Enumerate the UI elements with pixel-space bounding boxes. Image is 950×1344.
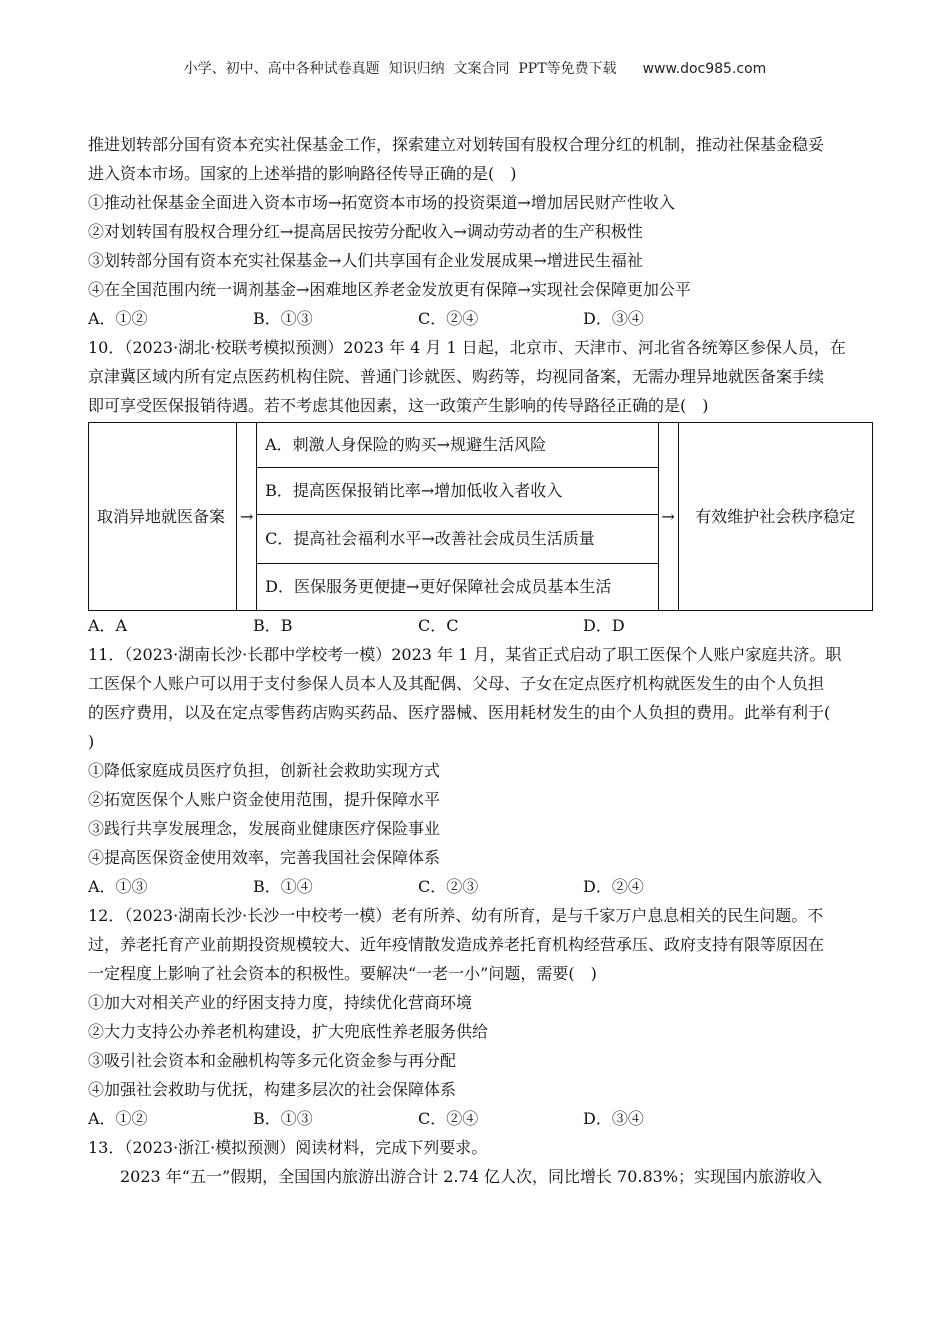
q13-material: 2023 年“五一”假期，全国国内旅游出游合计 2.74 亿人次，同比增长 70.83%；实现国内旅游收入 xyxy=(120,1167,823,1186)
header-url[interactable]: www.doc985.com xyxy=(642,61,767,77)
q12-options xyxy=(88,1104,873,1133)
q11-option-c[interactable]: C．②③ xyxy=(418,877,479,896)
q9-option-c[interactable]: C．②④ xyxy=(418,309,479,328)
q10-choice-a: A．刺激人身保险的购买→规避生活风险 xyxy=(257,423,658,468)
q9-stem-line: 推进划转部分国有资本充实社保基金工作，探索建立对划转国有股权合理分红的机制，推动社保基金稳妥 xyxy=(88,135,825,154)
q10-choice-b: B．提高医保报销比率→增加低收入者收入 xyxy=(257,468,658,515)
arrow-right-icon: → xyxy=(658,423,678,611)
q11-option-b[interactable]: B．①④ xyxy=(253,877,313,896)
header-text: 小学、初中、高中各种试卷真题 知识归纳 文案合同 PPT等免费下载 xyxy=(183,61,617,77)
q11-item: ②拓宽医保个人账户资金使用范围，提升保障水平 xyxy=(88,790,441,809)
q11-options xyxy=(88,872,873,901)
q11-stem-line: ) xyxy=(88,732,95,751)
q9-option-a[interactable]: A．①② xyxy=(88,309,148,328)
q12-stem-line: 一定程度上影响了社会资本的积极性。要解决“一老一小”问题，需要( ) xyxy=(88,964,597,983)
q11-stem-line: 工医保个人账户可以用于支付参保人员本人及其配偶、父母、子女在定点医疗机构就医发生的由个人负担 xyxy=(88,674,825,693)
q11-item: ③践行共享发展理念，发展商业健康医疗保险事业 xyxy=(88,819,441,838)
arrow-right-icon: → xyxy=(237,423,257,611)
question-13 xyxy=(88,1133,873,1191)
q10-option-c[interactable]: C．C xyxy=(418,616,459,635)
q9-stem-line: 进入资本市场。国家的上述举措的影响路径传导正确的是( ) xyxy=(88,164,517,183)
q10-result-cell: 有效维护社会秩序稳定 xyxy=(678,423,872,611)
q12-item: ④加强社会救助与优抚，构建多层次的社会保障体系 xyxy=(88,1080,457,1099)
q10-stem-line: 10．（2023·湖北·校联考模拟预测）2023 年 4 月 1 日起，北京市、天津市、河北省各统筹区参保人员，在 xyxy=(88,338,846,357)
q13-stem: 13．（2023·浙江·模拟预测）阅读材料，完成下列要求。 xyxy=(88,1138,488,1157)
q10-choice-c: C．提高社会福利水平→改善社会成员生活质量 xyxy=(257,515,658,564)
exam-content xyxy=(88,130,873,1191)
q10-flow-table xyxy=(88,422,873,611)
q10-stem-line: 京津冀区域内所有定点医药机构住院、普通门诊就医、购药等，均视同备案，无需办理异地就医备案手续 xyxy=(88,367,825,386)
q11-option-d[interactable]: D．②④ xyxy=(583,877,644,896)
q12-option-d[interactable]: D．③④ xyxy=(583,1109,644,1128)
q12-option-b[interactable]: B．①③ xyxy=(253,1109,313,1128)
page-header xyxy=(0,58,950,78)
q9-item: ③划转部分国有资本充实社保基金→人们共享国有企业发展成果→增进民生福祉 xyxy=(88,251,643,270)
q11-option-a[interactable]: A．①③ xyxy=(88,877,148,896)
question-9 xyxy=(88,130,873,333)
q12-item: ②大力支持公办养老机构建设，扩大兜底性养老服务供给 xyxy=(88,1022,489,1041)
q12-item: ③吸引社会资本和金融机构等多元化资金参与再分配 xyxy=(88,1051,457,1070)
q12-stem-line: 12．（2023·湖南长沙·长沙一中校考一模）老有所养、幼有所育，是与千家万户息息相关的民生问题。不 xyxy=(88,906,824,925)
question-12 xyxy=(88,901,873,1133)
q10-option-d[interactable]: D．D xyxy=(583,616,625,635)
q11-stem-line: 的医疗费用，以及在定点零售药店购买药品、医疗器械、医用耗材发生的由个人负担的费用。此举有利于( xyxy=(88,703,831,722)
q10-option-b[interactable]: B．B xyxy=(253,616,293,635)
q10-option-a[interactable]: A．A xyxy=(88,616,128,635)
q9-item: ①推动社保基金全面进入资本市场→拓宽资本市场的投资渠道→增加居民财产性收入 xyxy=(88,193,675,212)
q10-choice-d: D．医保服务更便捷→更好保障社会成员基本生活 xyxy=(257,564,658,611)
q12-option-a[interactable]: A．①② xyxy=(88,1109,148,1128)
q11-stem-line: 11．（2023·湖南长沙·长郡中学校考一模）2023 年 1 月，某省正式启动了职工医保个人账户家庭共济。职 xyxy=(88,645,842,664)
q9-option-b[interactable]: B．①③ xyxy=(253,309,313,328)
q10-options xyxy=(88,611,873,640)
question-11 xyxy=(88,640,873,901)
q12-option-c[interactable]: C．②④ xyxy=(418,1109,479,1128)
q11-item: ④提高医保资金使用效率，完善我国社会保障体系 xyxy=(88,848,441,867)
q10-source-cell: 取消异地就医备案 xyxy=(89,423,237,611)
q9-item: ②对划转国有股权合理分红→提高居民按劳分配收入→调动劳动者的生产积极性 xyxy=(88,222,643,241)
q12-stem-line: 过，养老托育产业前期投资规模较大、近年疫情散发造成养老托育机构经营承压、政府支持有限等原因在 xyxy=(88,935,825,954)
q10-stem-line: 即可享受医保报销待遇。若不考虑其他因素，这一政策产生影响的传导路径正确的是( ) xyxy=(88,396,709,415)
q9-item: ④在全国范围内统一调剂基金→困难地区养老金发放更有保障→实现社会保障更加公平 xyxy=(88,280,691,299)
q9-options xyxy=(88,304,873,333)
question-10 xyxy=(88,333,873,640)
q9-option-d[interactable]: D．③④ xyxy=(583,309,644,328)
q11-item: ①降低家庭成员医疗负担，创新社会救助实现方式 xyxy=(88,761,441,780)
q12-item: ①加大对相关产业的纾困支持力度，持续优化营商环境 xyxy=(88,993,473,1012)
